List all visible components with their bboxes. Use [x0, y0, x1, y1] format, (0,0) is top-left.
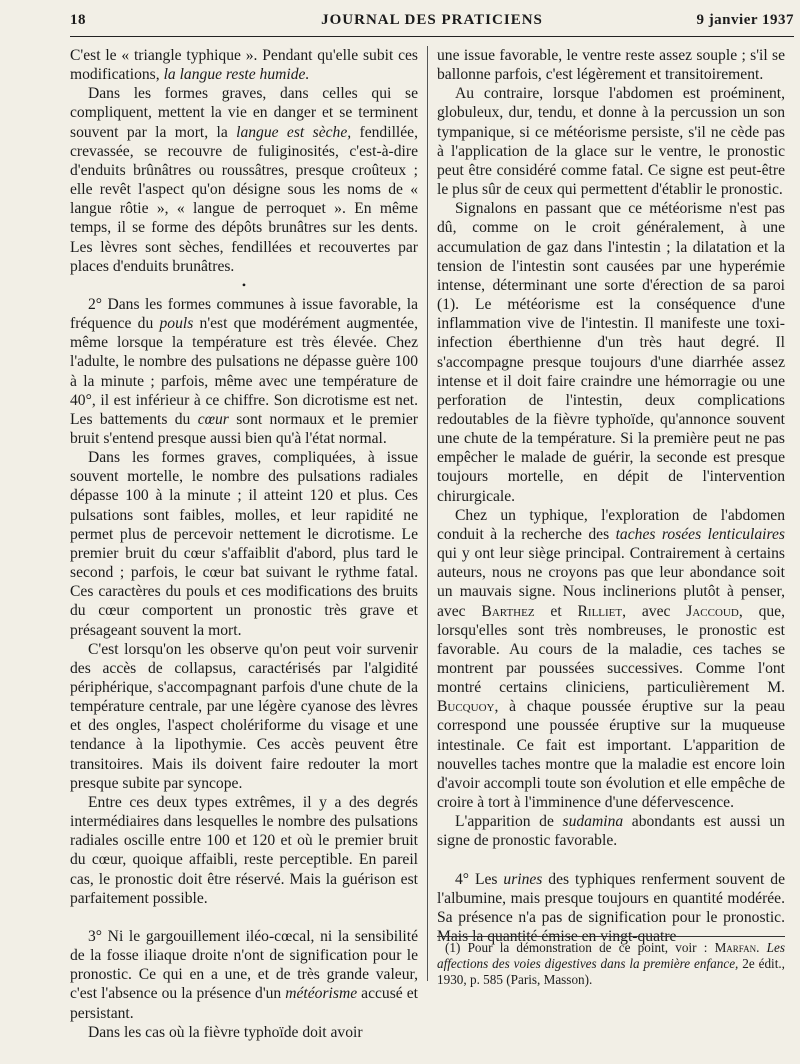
author-name: Barthez [481, 602, 535, 620]
paragraph: Entre ces deux types extrêmes, il y a des degrés intermédiaires dans lesquelles le nombre des pulsations radiales oscille entre 100 et 120 et où le premier bruit du cœur, quoique affaibli, reste perceptible. En pareil cas, le pronostic doit être réservé. Mais la guérison est parfaitement possible. [70, 793, 418, 907]
paragraph: Dans les formes graves, compliquées, à issue souvent mortelle, le nombre des pulsations radiales dépasse 100 à la minute ; il atteint 120 et plus. Ces pulsations sont faibles, molles, et leur rapidité ne permet plus de percevoir nettement le dicrotisme. Le premier bruit du cœur s'affaiblit d'abord, plus tard le second ; parfois, le cœur bat suivant le rythme fatal. Ces caractères du pouls et ces modifications des bruits du cœur comportent un pronostic très grave et présageant souvent la mort. [70, 449, 418, 639]
issue-date: 9 janvier 1937 [696, 12, 794, 28]
paragraph: Chez un typhique, l'exploration de l'abdomen conduit à la recherche des taches rosées lenticulaires qui y ont leur siège principal. Contrairement à certains auteurs, nous ne croyons pas que leur abondance soit un mauvais signe. Nous inclinerions plutôt à penser, avec Barthez et Rilliet, avec Jaccoud, que, lorsqu'elles sont très nombreuses, le pronostic est favorable. Au cours de la maladie, ces taches se montrent par poussées successives. Comme l'ont montré certains cliniciens, particulièrement M. Bucquoy, à chaque poussée éruptive sur la peau correspond une poussée éruptive sur la muqueuse intestinale. Ce fait est important. L'apparition de nouvelles taches montre que la maladie est encore loin d'avoir accompli toute son évolution et elle empêche de croire à tort à l'imminence d'une défervescence. [437, 506, 785, 812]
paragraph: 3° Ni le gargouillement iléo-cœcal, ni la sensibilité de la fosse iliaque droite n'ont de signification pour le pronostic. Ce qui en a une, et de très grande valeur, c'est l'absence ou la présence d'un météorisme accusé et persistant. [70, 927, 418, 1022]
column-divider [427, 46, 428, 981]
author-name: Marfan [714, 940, 757, 955]
author-name: Rilliet [577, 602, 623, 620]
author-name: Bucquoy [437, 698, 495, 716]
left-column [70, 46, 418, 1042]
right-column [437, 46, 785, 946]
header-rule [70, 36, 794, 37]
paragraph: L'apparition de sudamina abondants est aussi un signe de pronostic favorable. [437, 813, 785, 850]
paragraph: Dans les formes graves, dans celles qui se compliquent, mettent la vie en danger et se terminent souvent par la mort, la langue est sèche, fendillée, crevassée, se recouvre de fuliginosités, c'est-à-dire d'enduits brûnâtres ou roussâtres, presque croûteux ; elle revêt l'aspect qu'on désigne sous les noms de « langue rôtie », « langue de perroquet ». En même temps, il se forme des dépôts brunâtres sur les dents. Les lèvres sont sèches, fendillées et recouvertes par places d'enduits brunâtres. [70, 85, 418, 275]
author-name: Jaccoud [686, 602, 739, 620]
journal-title: JOURNAL DES PRATICIENS [321, 12, 543, 28]
running-header [70, 12, 794, 36]
paragraph: Au contraire, lorsque l'abdomen est proéminent, globuleux, dur, tendu, et donne à la percussion un son tympanique, si ce météorisme persiste, s'il ne cède pas à l'application de la glace sur le ventre, le pronostic peut être considéré comme fatal. Ce signe est peut-être le plus sûr de ceux qui permettent d'établir le pronostic. [437, 85, 785, 199]
paragraph: C'est le « triangle typhique ». Pendant qu'elle subit ces modifications, la langue reste humide. [70, 47, 418, 84]
footnote-rule [437, 936, 785, 937]
footnote [437, 940, 785, 989]
paragraph: 2° Dans les formes communes à issue favorable, la fréquence du pouls n'est que modérément augmentée, même lorsque la température est très élevée. Chez l'adulte, le nombre des pulsations ne dépasse guère 100 à la minute ; parfois, même avec une température de 40°, il est inférieur à ce chiffre. Son dicrotisme est net. Les battements du cœur sont normaux et le premier bruit s'entend presque aussi bien qu'à l'état normal. [70, 295, 418, 447]
paragraph: C'est lorsqu'on les observe qu'on peut voir survenir des accès de collapsus, caractérisés par l'algidité périphérique, s'accompagnant parfois d'une chute de la température centrale, par une légère cyanose des lèvres et des ongles, l'aspect cholériforme du visage et une tendance à la lipothymie. Ces accès peuvent être transitoires. Mais ils doivent faire redouter la mort presque subite par syncope. [70, 640, 418, 792]
paragraph: une issue favorable, le ventre reste assez souple ; s'il se ballonne parfois, c'est légèrement et transitoirement. [437, 47, 785, 84]
paragraph: Dans les cas où la fièvre typhoïde doit avoir [88, 1023, 363, 1041]
footnote-text: (1) Pour la démonstration de ce point, voir : Marfan. Les affections des voies digestives dans la première enfance, 2e édit., 1930, p. 585 (Paris, Masson). [437, 940, 785, 988]
paragraph: 4° Les urines des typhiques renferment souvent de l'albumine, mais presque toujours en quantité modérée. Sa présence n'a pas de signification pour le pronostic. Mais la quantité émise en vingt-quatre [437, 870, 785, 946]
page-number: 18 [70, 12, 86, 28]
paragraph: Signalons en passant que ce météorisme n'est pas dû, comme on le croit généralement, à une accumulation de gaz dans l'intestin ; la dilatation et la tension de l'intestin sont causées par une hyperémie intense, déterminant une sorte d'érection de sa paroi (1). Le météorisme est la conséquence d'une inflammation vive de l'intestin. Il manifeste une toxi-infection éberthienne d'un très haut degré. Il s'accompagne presque toujours d'une diarrhée assez intense et il doit faire craindre une hémorragie ou une perforation de l'intestin, deux complications redoutables de la fièvre typhoïde, qu'annonce souvent une chute de la température. Si la première peut ne pas empêcher le malade de guérir, la seconde est presque toujours mortelle, en dépit de l'intervention chirurgicale. [437, 200, 785, 505]
section-dot: • [241, 277, 247, 292]
